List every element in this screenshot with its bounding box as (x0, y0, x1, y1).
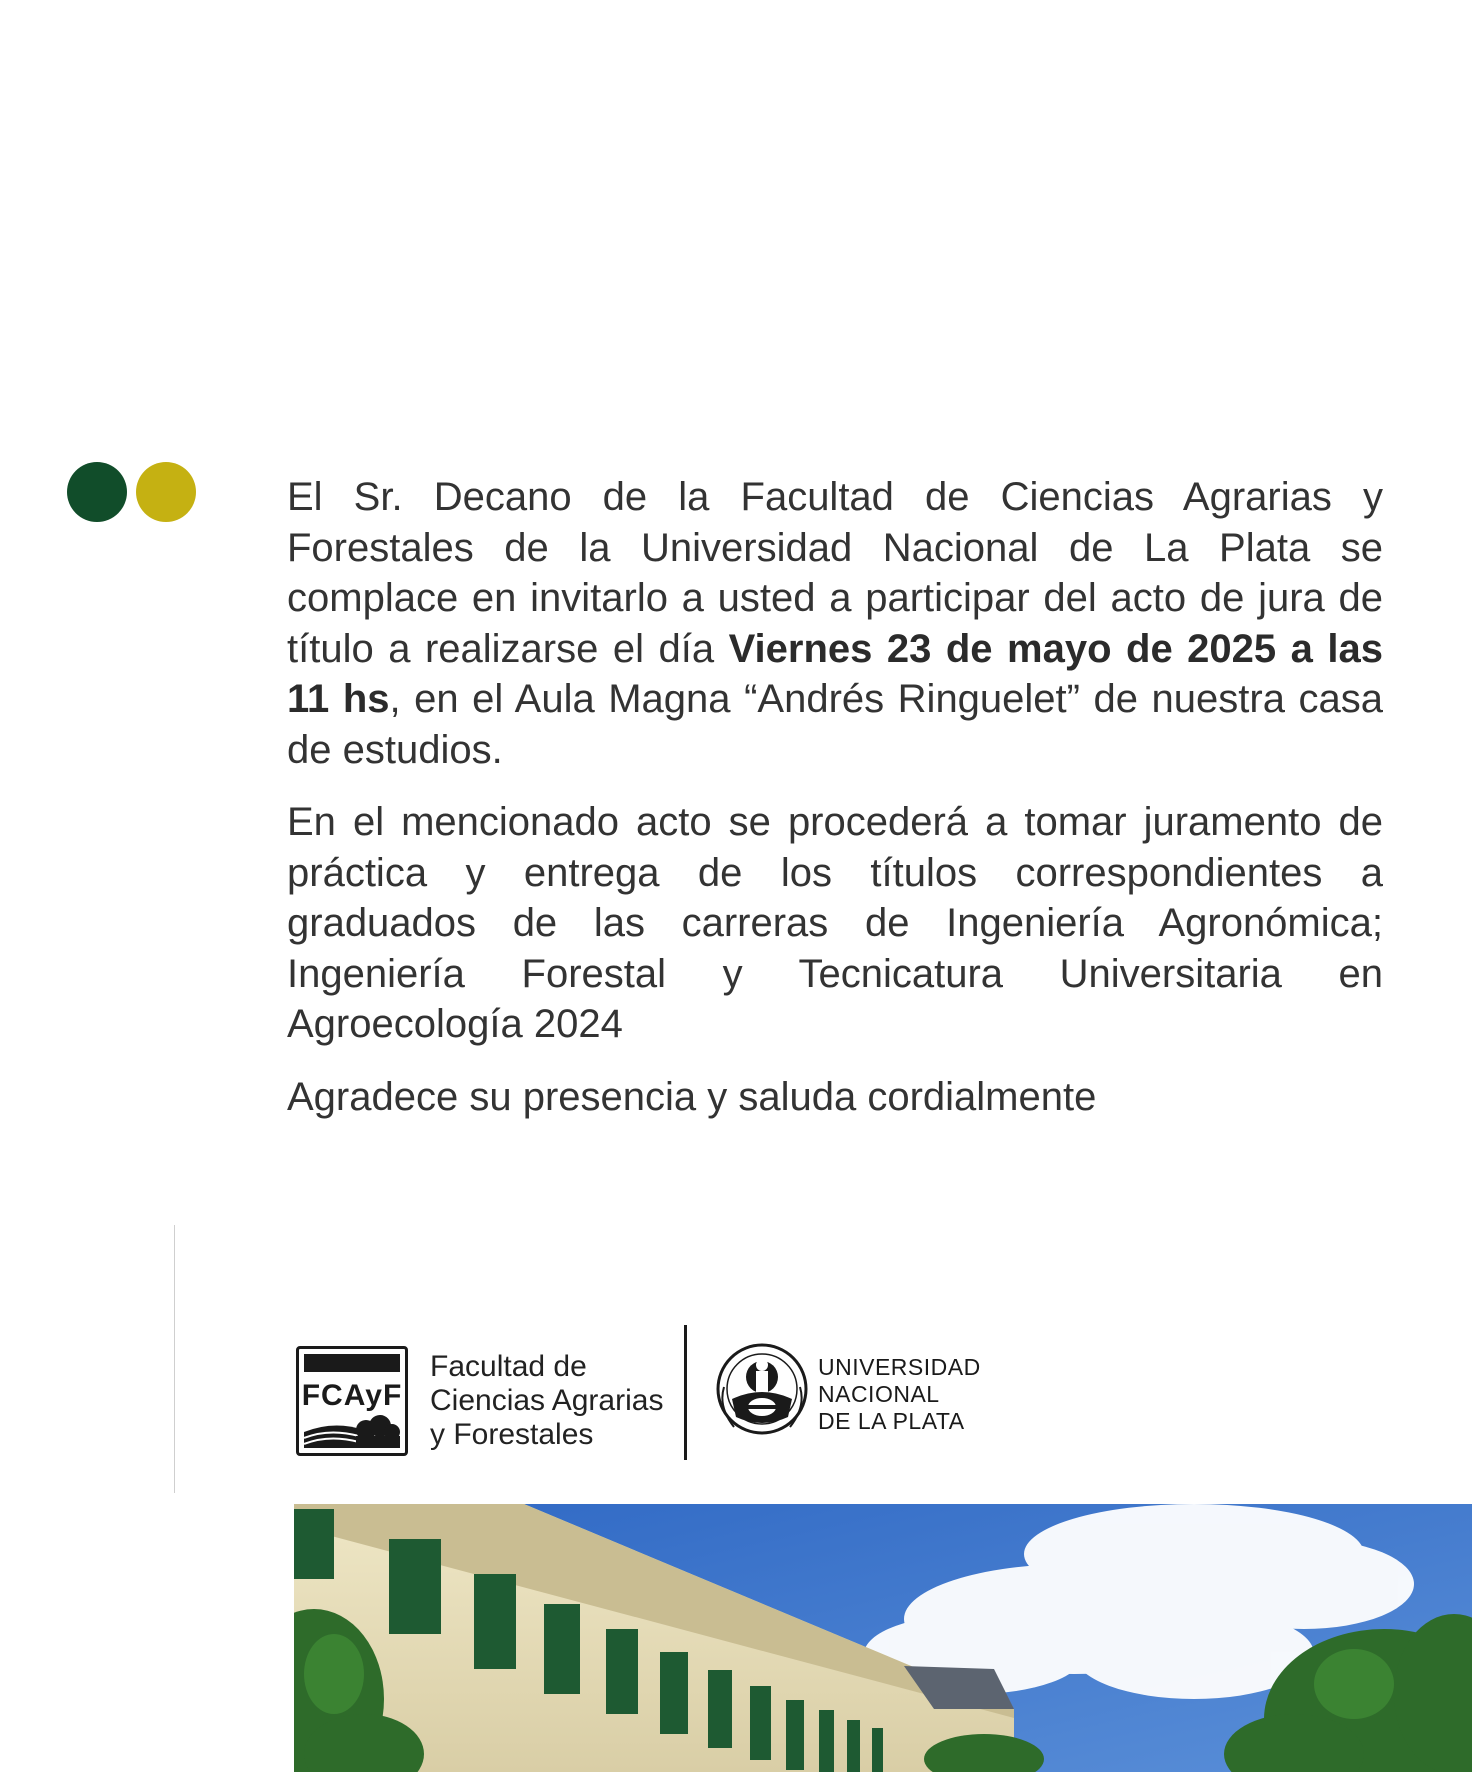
invitation-closing: Agradece su presencia y saluda cordialmente (287, 1074, 1097, 1119)
fcayf-logo (296, 1346, 408, 1456)
university-name-line-3: DE LA PLATA (818, 1408, 965, 1434)
invitation-text (287, 472, 1383, 1122)
invitation-intro: El Sr. Decano de la Facultad de Ciencias Agrarias y Forestales de la Universidad Nacional de La Plata se complace en invitarlo a usted a participar del acto de jura de título a realizarse el día (287, 475, 1383, 671)
unlp-seal-icon (714, 1337, 810, 1447)
university-name (818, 1354, 981, 1435)
faculty-building-photo (294, 1504, 1472, 1772)
faculty-name (430, 1350, 663, 1452)
yellow-dot-decoration (136, 462, 196, 522)
field-and-trees-icon (304, 1410, 400, 1448)
faculty-name-line-1: Facultad de (430, 1350, 587, 1383)
invitation-paragraph-2: En el mencionado acto se procederá a tomar juramento de práctica y entrega de los títulos correspondientes a graduados de las carreras de Ingeniería Agronómica; Ingeniería Forestal y Tecnicatura Universitaria en Agroecología 2024 (287, 800, 1383, 1046)
faculty-name-line-3: y Forestales (430, 1418, 594, 1451)
university-name-line-2: NACIONAL (818, 1381, 940, 1407)
invitation-paragraph-1 (287, 472, 1383, 775)
university-name-line-1: UNIVERSIDAD (818, 1354, 981, 1380)
event-date: Viernes 23 de mayo de 2025 a las 11 hs (287, 626, 1383, 721)
invitation-venue: , en el Aula Magna “Andrés Ringuelet” de nuestra casa de estudios. (287, 677, 1383, 772)
logo-divider (684, 1325, 687, 1460)
logo-top-bar (304, 1354, 400, 1372)
green-dot-decoration (67, 462, 127, 522)
fcayf-abbreviation: FCAyF (301, 1379, 403, 1412)
left-divider-line (174, 1225, 175, 1493)
faculty-name-line-2: Ciencias Agrarias (430, 1384, 664, 1417)
